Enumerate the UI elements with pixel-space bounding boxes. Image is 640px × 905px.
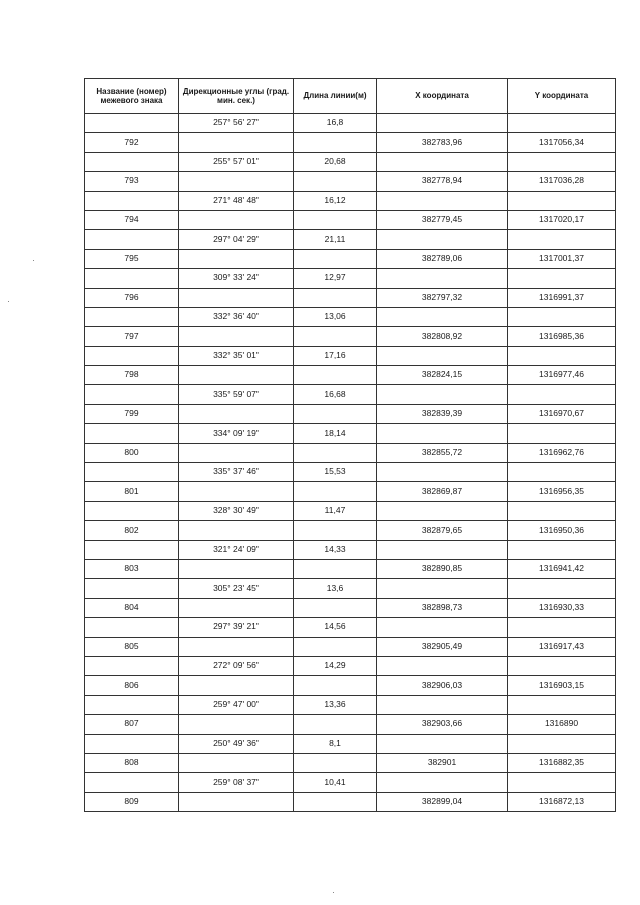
point-name-cell: 798 bbox=[85, 366, 179, 385]
segment-row bbox=[85, 424, 616, 443]
y-coordinate-cell: 1316977,46 bbox=[508, 366, 616, 385]
empty-cell bbox=[179, 521, 294, 540]
empty-cell bbox=[85, 579, 179, 598]
y-coordinate-cell: 1316917,43 bbox=[508, 637, 616, 656]
empty-cell bbox=[377, 114, 508, 133]
empty-cell bbox=[294, 443, 377, 462]
point-row bbox=[85, 753, 616, 772]
empty-cell bbox=[85, 656, 179, 675]
direction-angle-cell: 305° 23' 45" bbox=[179, 579, 294, 598]
direction-angle-cell: 255° 57' 01" bbox=[179, 152, 294, 171]
y-coordinate-cell: 1316882,35 bbox=[508, 753, 616, 772]
empty-cell bbox=[508, 618, 616, 637]
x-coordinate-cell: 382890,85 bbox=[377, 559, 508, 578]
line-length-cell: 16,8 bbox=[294, 114, 377, 133]
line-length-cell: 20,68 bbox=[294, 152, 377, 171]
y-coordinate-cell: 1316941,42 bbox=[508, 559, 616, 578]
x-coordinate-cell: 382898,73 bbox=[377, 598, 508, 617]
empty-cell bbox=[508, 579, 616, 598]
empty-cell bbox=[377, 773, 508, 792]
line-length-cell: 8,1 bbox=[294, 734, 377, 753]
segment-row bbox=[85, 540, 616, 559]
direction-angle-cell: 321° 24' 09" bbox=[179, 540, 294, 559]
empty-cell bbox=[508, 269, 616, 288]
empty-cell bbox=[85, 540, 179, 559]
header-length: Длина линии(м) bbox=[294, 79, 377, 114]
x-coordinate-cell: 382778,94 bbox=[377, 172, 508, 191]
empty-cell bbox=[179, 598, 294, 617]
point-row bbox=[85, 559, 616, 578]
point-row bbox=[85, 288, 616, 307]
point-name-cell: 794 bbox=[85, 210, 179, 229]
x-coordinate-cell: 382824,15 bbox=[377, 366, 508, 385]
point-row bbox=[85, 404, 616, 423]
y-coordinate-cell: 1316962,76 bbox=[508, 443, 616, 462]
direction-angle-cell: 332° 36' 40" bbox=[179, 307, 294, 326]
segment-row bbox=[85, 618, 616, 637]
empty-cell bbox=[508, 191, 616, 210]
empty-cell bbox=[85, 463, 179, 482]
y-coordinate-cell: 1316930,33 bbox=[508, 598, 616, 617]
line-length-cell: 18,14 bbox=[294, 424, 377, 443]
empty-cell bbox=[508, 540, 616, 559]
x-coordinate-cell: 382879,65 bbox=[377, 521, 508, 540]
point-row bbox=[85, 172, 616, 191]
y-coordinate-cell: 1316950,36 bbox=[508, 521, 616, 540]
direction-angle-cell: 259° 47' 00" bbox=[179, 695, 294, 714]
survey-coordinates-table bbox=[84, 78, 616, 812]
direction-angle-cell: 297° 04' 29" bbox=[179, 230, 294, 249]
point-name-cell: 805 bbox=[85, 637, 179, 656]
scan-speck bbox=[333, 892, 334, 893]
empty-cell bbox=[294, 172, 377, 191]
empty-cell bbox=[85, 424, 179, 443]
point-name-cell: 795 bbox=[85, 249, 179, 268]
x-coordinate-cell: 382808,92 bbox=[377, 327, 508, 346]
empty-cell bbox=[85, 230, 179, 249]
line-length-cell: 14,56 bbox=[294, 618, 377, 637]
empty-cell bbox=[377, 269, 508, 288]
empty-cell bbox=[377, 656, 508, 675]
empty-cell bbox=[294, 676, 377, 695]
segment-row bbox=[85, 579, 616, 598]
direction-angle-cell: 332° 35' 01" bbox=[179, 346, 294, 365]
empty-cell bbox=[508, 307, 616, 326]
empty-cell bbox=[294, 598, 377, 617]
segment-row bbox=[85, 385, 616, 404]
header-name: Название (номер) межевого знака bbox=[85, 79, 179, 114]
empty-cell bbox=[294, 249, 377, 268]
header-x: X координата bbox=[377, 79, 508, 114]
direction-angle-cell: 328° 30' 49" bbox=[179, 501, 294, 520]
direction-angle-cell: 334° 09' 19" bbox=[179, 424, 294, 443]
empty-cell bbox=[85, 269, 179, 288]
empty-cell bbox=[85, 773, 179, 792]
empty-cell bbox=[508, 385, 616, 404]
empty-cell bbox=[508, 346, 616, 365]
point-name-cell: 800 bbox=[85, 443, 179, 462]
y-coordinate-cell: 1316970,67 bbox=[508, 404, 616, 423]
empty-cell bbox=[179, 792, 294, 811]
empty-cell bbox=[294, 521, 377, 540]
empty-cell bbox=[377, 307, 508, 326]
empty-cell bbox=[179, 676, 294, 695]
empty-cell bbox=[179, 249, 294, 268]
empty-cell bbox=[508, 773, 616, 792]
empty-cell bbox=[377, 695, 508, 714]
line-length-cell: 12,97 bbox=[294, 269, 377, 288]
segment-row bbox=[85, 463, 616, 482]
empty-cell bbox=[377, 191, 508, 210]
point-row bbox=[85, 249, 616, 268]
empty-cell bbox=[294, 366, 377, 385]
point-name-cell: 797 bbox=[85, 327, 179, 346]
empty-cell bbox=[377, 734, 508, 753]
point-name-cell: 808 bbox=[85, 753, 179, 772]
line-length-cell: 14,33 bbox=[294, 540, 377, 559]
empty-cell bbox=[179, 404, 294, 423]
segment-row bbox=[85, 114, 616, 133]
point-name-cell: 803 bbox=[85, 559, 179, 578]
point-row bbox=[85, 327, 616, 346]
direction-angle-cell: 309° 33' 24" bbox=[179, 269, 294, 288]
line-length-cell: 13,6 bbox=[294, 579, 377, 598]
x-coordinate-cell: 382839,39 bbox=[377, 404, 508, 423]
y-coordinate-cell: 1316903,15 bbox=[508, 676, 616, 695]
direction-angle-cell: 250° 49' 36" bbox=[179, 734, 294, 753]
segment-row bbox=[85, 501, 616, 520]
x-coordinate-cell: 382779,45 bbox=[377, 210, 508, 229]
empty-cell bbox=[508, 501, 616, 520]
segment-row bbox=[85, 734, 616, 753]
direction-angle-cell: 297° 39' 21" bbox=[179, 618, 294, 637]
x-coordinate-cell: 382869,87 bbox=[377, 482, 508, 501]
empty-cell bbox=[294, 637, 377, 656]
empty-cell bbox=[85, 695, 179, 714]
line-length-cell: 11,47 bbox=[294, 501, 377, 520]
point-row bbox=[85, 521, 616, 540]
point-row bbox=[85, 210, 616, 229]
empty-cell bbox=[508, 424, 616, 443]
line-length-cell: 13,06 bbox=[294, 307, 377, 326]
x-coordinate-cell: 382855,72 bbox=[377, 443, 508, 462]
point-row bbox=[85, 792, 616, 811]
y-coordinate-cell: 1316890 bbox=[508, 715, 616, 734]
point-row bbox=[85, 133, 616, 152]
header-row bbox=[85, 79, 616, 114]
line-length-cell: 16,68 bbox=[294, 385, 377, 404]
x-coordinate-cell: 382899,04 bbox=[377, 792, 508, 811]
point-name-cell: 807 bbox=[85, 715, 179, 734]
x-coordinate-cell: 382905,49 bbox=[377, 637, 508, 656]
empty-cell bbox=[377, 501, 508, 520]
line-length-cell: 15,53 bbox=[294, 463, 377, 482]
segment-row bbox=[85, 773, 616, 792]
table-header bbox=[85, 79, 616, 114]
point-name-cell: 799 bbox=[85, 404, 179, 423]
x-coordinate-cell: 382901 bbox=[377, 753, 508, 772]
empty-cell bbox=[377, 230, 508, 249]
segment-row bbox=[85, 152, 616, 171]
x-coordinate-cell: 382783,96 bbox=[377, 133, 508, 152]
empty-cell bbox=[377, 346, 508, 365]
line-length-cell: 17,16 bbox=[294, 346, 377, 365]
point-row bbox=[85, 676, 616, 695]
empty-cell bbox=[85, 618, 179, 637]
empty-cell bbox=[85, 346, 179, 365]
y-coordinate-cell: 1317001,37 bbox=[508, 249, 616, 268]
table-body bbox=[85, 114, 616, 812]
empty-cell bbox=[377, 618, 508, 637]
empty-cell bbox=[377, 579, 508, 598]
empty-cell bbox=[85, 385, 179, 404]
direction-angle-cell: 271° 48' 48" bbox=[179, 191, 294, 210]
empty-cell bbox=[508, 230, 616, 249]
empty-cell bbox=[85, 114, 179, 133]
segment-row bbox=[85, 307, 616, 326]
y-coordinate-cell: 1316956,35 bbox=[508, 482, 616, 501]
direction-angle-cell: 259° 08' 37" bbox=[179, 773, 294, 792]
x-coordinate-cell: 382789,06 bbox=[377, 249, 508, 268]
x-coordinate-cell: 382906,03 bbox=[377, 676, 508, 695]
scan-speck bbox=[33, 260, 34, 261]
empty-cell bbox=[179, 559, 294, 578]
line-length-cell: 10,41 bbox=[294, 773, 377, 792]
y-coordinate-cell: 1316991,37 bbox=[508, 288, 616, 307]
empty-cell bbox=[377, 424, 508, 443]
line-length-cell: 14,29 bbox=[294, 656, 377, 675]
line-length-cell: 13,36 bbox=[294, 695, 377, 714]
point-name-cell: 801 bbox=[85, 482, 179, 501]
empty-cell bbox=[294, 753, 377, 772]
segment-row bbox=[85, 346, 616, 365]
point-row bbox=[85, 715, 616, 734]
empty-cell bbox=[377, 385, 508, 404]
direction-angle-cell: 272° 09' 56" bbox=[179, 656, 294, 675]
empty-cell bbox=[179, 715, 294, 734]
empty-cell bbox=[508, 152, 616, 171]
empty-cell bbox=[294, 288, 377, 307]
empty-cell bbox=[377, 463, 508, 482]
empty-cell bbox=[294, 133, 377, 152]
empty-cell bbox=[85, 152, 179, 171]
empty-cell bbox=[179, 753, 294, 772]
empty-cell bbox=[179, 637, 294, 656]
empty-cell bbox=[377, 152, 508, 171]
line-length-cell: 21,11 bbox=[294, 230, 377, 249]
point-name-cell: 796 bbox=[85, 288, 179, 307]
empty-cell bbox=[85, 734, 179, 753]
line-length-cell: 16,12 bbox=[294, 191, 377, 210]
y-coordinate-cell: 1317036,28 bbox=[508, 172, 616, 191]
y-coordinate-cell: 1316872,13 bbox=[508, 792, 616, 811]
empty-cell bbox=[179, 482, 294, 501]
x-coordinate-cell: 382903,66 bbox=[377, 715, 508, 734]
empty-cell bbox=[294, 327, 377, 346]
empty-cell bbox=[294, 559, 377, 578]
segment-row bbox=[85, 230, 616, 249]
segment-row bbox=[85, 191, 616, 210]
direction-angle-cell: 335° 59' 07" bbox=[179, 385, 294, 404]
point-name-cell: 804 bbox=[85, 598, 179, 617]
empty-cell bbox=[179, 172, 294, 191]
empty-cell bbox=[294, 715, 377, 734]
segment-row bbox=[85, 269, 616, 288]
point-name-cell: 809 bbox=[85, 792, 179, 811]
header-angle: Дирекционные углы (град. мин. сек.) bbox=[179, 79, 294, 114]
empty-cell bbox=[508, 656, 616, 675]
header-y: Y координата bbox=[508, 79, 616, 114]
direction-angle-cell: 335° 37' 46" bbox=[179, 463, 294, 482]
point-row bbox=[85, 443, 616, 462]
point-name-cell: 806 bbox=[85, 676, 179, 695]
empty-cell bbox=[179, 366, 294, 385]
empty-cell bbox=[508, 114, 616, 133]
scan-speck bbox=[8, 301, 9, 302]
empty-cell bbox=[179, 210, 294, 229]
point-row bbox=[85, 637, 616, 656]
direction-angle-cell: 257° 56' 27" bbox=[179, 114, 294, 133]
empty-cell bbox=[508, 734, 616, 753]
empty-cell bbox=[294, 404, 377, 423]
empty-cell bbox=[179, 288, 294, 307]
empty-cell bbox=[508, 463, 616, 482]
empty-cell bbox=[85, 191, 179, 210]
empty-cell bbox=[179, 443, 294, 462]
y-coordinate-cell: 1317020,17 bbox=[508, 210, 616, 229]
point-row bbox=[85, 482, 616, 501]
point-name-cell: 792 bbox=[85, 133, 179, 152]
empty-cell bbox=[508, 695, 616, 714]
empty-cell bbox=[294, 482, 377, 501]
empty-cell bbox=[85, 501, 179, 520]
point-name-cell: 793 bbox=[85, 172, 179, 191]
point-name-cell: 802 bbox=[85, 521, 179, 540]
segment-row bbox=[85, 695, 616, 714]
empty-cell bbox=[377, 540, 508, 559]
point-row bbox=[85, 366, 616, 385]
y-coordinate-cell: 1316985,36 bbox=[508, 327, 616, 346]
empty-cell bbox=[179, 133, 294, 152]
empty-cell bbox=[85, 307, 179, 326]
y-coordinate-cell: 1317056,34 bbox=[508, 133, 616, 152]
point-row bbox=[85, 598, 616, 617]
segment-row bbox=[85, 656, 616, 675]
empty-cell bbox=[294, 792, 377, 811]
x-coordinate-cell: 382797,32 bbox=[377, 288, 508, 307]
empty-cell bbox=[294, 210, 377, 229]
empty-cell bbox=[179, 327, 294, 346]
